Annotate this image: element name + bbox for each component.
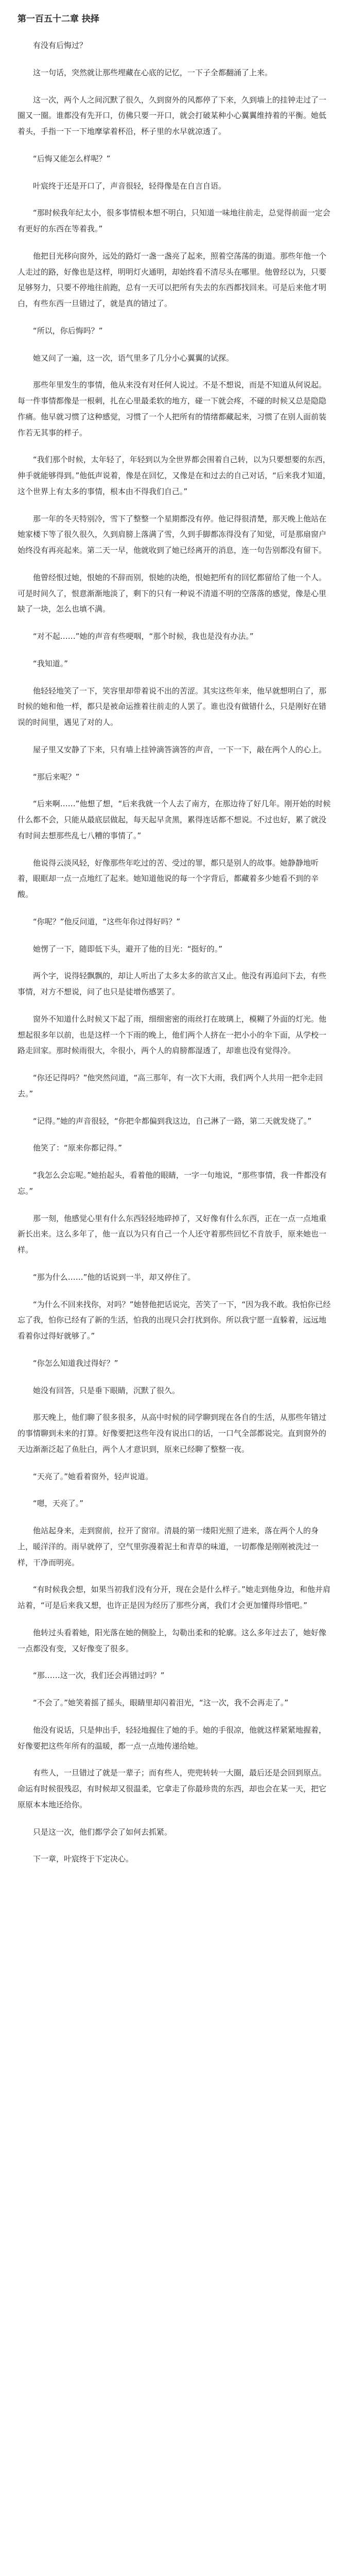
- paragraph: 有没有后悔过？: [33, 41, 87, 50]
- paragraph: 他说得云淡风轻，好像那些年吃过的苦、受过的罪，都只是别人的故事。她静静地听着，眼眶却一点一点地红了起来。她知道他说的每一个字背后，都藏着多少她看不到的辛酸。: [18, 858, 319, 900]
- paragraph: “那……这一次，我们还会再错过吗？”: [33, 1671, 165, 1681]
- paragraph: “后悔又能怎么样呢？”: [33, 154, 111, 163]
- paragraph: 他站起身来，走到窗前，拉开了窗帘。清晨的第一缕阳光照了进来，落在两个人的身上，暖洋洋的。雨早就停了，空气里弥漫着泥土和青草的味道，一切都像是刚刚被洗过一样，干净而明亮。: [18, 1526, 319, 1567]
- chapter-body: [18, 38, 332, 1867]
- paragraph: 下一章，叶宸终于下定决心。: [33, 1854, 134, 1864]
- paragraph: “我知道。”: [33, 658, 68, 668]
- paragraph: “后来啊……”他想了想，“后来我就一个人去了南方，在那边待了好几年。刚开始的时候什么都不会，只能从最底层做起，每天起早贪黑，累得连话都不想说。不过也好，累了就没有时间去想那些乱七八糟的事情了。”: [18, 799, 331, 840]
- paragraph: “我怎么会忘呢。”她抬起头，看着他的眼睛，一字一句地说，“那些事情，我一件都没有忘。”: [18, 1171, 327, 1196]
- paragraph: 她又问了一遍，这一次，语气里多了几分小心翼翼的试探。: [33, 353, 234, 363]
- paragraph: “那后来呢？”: [33, 772, 80, 782]
- paragraph: 他曾经恨过她，恨她的不辞而别，恨她的决绝，恨她把所有的回忆都留给了他一个人。可是时间久了，恨意渐渐地淡了，剩下的只有一种说不清道不明的空落落的感觉，像是心里缺了一块，怎么也填不满。: [18, 572, 327, 614]
- paragraph: 他没有说话，只是伸出手，轻轻地握住了她的手。她的手很凉，他就这样紧紧地握着，好像要把这些年所有的温暖，都一点一点地传递给她。: [18, 1725, 327, 1751]
- paragraph: 他轻轻地笑了一下，笑容里却带着说不出的苦涩。其实这些年来，他早就想明白了，那时候的她和他一样，都只是被命运推着往前走的人罢了。谁也没有做错什么，只是刚好在错误的时间里，遇见了对的人。: [18, 686, 327, 727]
- paragraph: “你呢？”他反问道，“这些年你过得好吗？”: [33, 917, 181, 926]
- paragraph: 这一次，两个人之间沉默了很久，久到窗外的风都停了下来，久到墙上的挂钟走过了一圈又一圈。谁都没有先开口，仿佛只要一开口，就会打破某种小心翼翼维持着的平衡。她低着头，手指一下一下地摩挲着杯沿，杯子里的水早就凉透了。: [18, 95, 327, 137]
- paragraph: 两个字，说得轻飘飘的，却让人听出了太多太多的欲言又止。他没有再追问下去，有些事情，对方不想说，问了也只是徒增伤感罢了。: [18, 971, 327, 997]
- paragraph: 只是这一次，他们都学会了如何去抓紧。: [33, 1827, 172, 1837]
- paragraph: 屋子里又安静了下来，只有墙上挂钟滴答滴答的声音，一下一下，敲在两个人的心上。: [33, 744, 327, 754]
- paragraph: “为什么不回来找你，对吗？”她替他把话说完，苦笑了一下，“因为我不敢。我怕你已经忘了我，怕你已经有了新的生活，怕我的出现只会打扰到你。所以我宁愿一直躲着，远远地看着你过得好就够了。”: [18, 1299, 331, 1341]
- paragraph: “有时候我会想，如果当初我们没有分开，现在会是什么样子。”她走到他身边，和他并肩站着，“可是后来我又想，也许正是因为经历了那些分离，我们才会更加懂得珍惜吧。”: [18, 1585, 331, 1611]
- paragraph: “不会了。”她笑着摇了摇头，眼睛里却闪着泪光，“这一次，我不会再走了。”: [33, 1698, 289, 1708]
- paragraph: “那为什么……”他的话说到一半，却又停住了。: [33, 1272, 196, 1282]
- paragraph: 她愣了一下，随即低下头，避开了他的目光：“挺好的。”: [33, 944, 223, 954]
- paragraph: “你怎么知道我过得好？”: [33, 1358, 118, 1368]
- paragraph: 他笑了：“原来你都记得。”: [33, 1143, 122, 1153]
- paragraph: 那一年的冬天特别冷，雪下了整整一个星期都没有停。他记得很清楚，那天晚上他站在她家楼下等了很久很久，久到肩膀上落满了雪，久到手脚都冻得没有了知觉，可是那扇窗户始终没有再亮起来。第二天一早，他就收到了她已经离开的消息，连一句告别都没有留下。: [18, 514, 327, 555]
- paragraph: 这一句话，突然就让那些埋藏在心底的记忆，一下子全都翻涌了上来。: [33, 67, 273, 77]
- paragraph: 那一刻，他感觉心里有什么东西轻轻地碎掉了，又好像有什么东西，正在一点一点地重新长出来。这么多年了，他一直以为只有自己一个人还守着那些回忆不肯放手，原来她也一样。: [18, 1213, 327, 1255]
- paragraph: 有些人，一旦错过了就是一辈子；而有些人，兜兜转转一大圈，最后还是会回到原点。命运有时候很残忍，有时候却又很温柔，它拿走了你最珍贵的东西，却也会在某一天，把它原原本本地还给你。: [18, 1768, 327, 1809]
- paragraph: “你还记得吗？”他突然问道，“高三那年，有一次下大雨，我们两个人共用一把伞走回去。”: [18, 1073, 323, 1098]
- paragraph: “天亮了。”她看着窗外，轻声说道。: [33, 1471, 153, 1481]
- paragraph: “我们那个时候，太年轻了，年轻到以为全世界都会围着自己转，以为只要想要的东西，伸手就能够得到。”他低声说着，像是在回忆，又像是在和过去的自己对话，“后来我才知道，这个世界上有太多的事情，根本由不得我们自己。”: [18, 455, 331, 496]
- paragraph: “那时候我年纪太小，很多事情根本想不明白，只知道一味地往前走，总觉得前面一定会有更好的东西在等着我。”: [18, 208, 330, 234]
- paragraph: 那些年里发生的事情，他从来没有对任何人说过。不是不想说，而是不知道从何说起。每一件事情都像是一根刺，扎在心里最柔软的地方，碰一下就会疼，不碰的时候又总是隐隐作痛。他早就习惯了这种感觉，习惯了一个人把所有的情绪都藏起来，习惯了在别人面前装作若无其事的样子。: [18, 380, 327, 437]
- paragraph: “所以，你后悔吗？”: [33, 326, 103, 335]
- paragraph: “记得。”她的声音很轻，“你把伞都偏到我这边，自己淋了一路，第二天就发烧了。”: [33, 1116, 312, 1126]
- paragraph: “嗯，天亮了。”: [33, 1499, 84, 1509]
- paragraph: 那天晚上，他们聊了很多很多，从高中时候的同学聊到现在各自的生活，从那些年错过的事情聊到未来的打算。好像要把这些年没有说出口的话，一口气全部都说完。直到窗外的天边渐渐泛起了鱼肚白，两个人才意识到，原来已经聊了整整一夜。: [18, 1413, 327, 1454]
- paragraph: 窗外不知道什么时候又下起了雨，细细密密的雨丝打在玻璃上，模糊了外面的灯光。他想起很多年以前，也是这样一个下雨的晚上，他们两个人挤在一把小小的伞下面，从学校一路走回家。那时候雨很大，伞很小，两个人的肩膀都湿透了，却谁也没有觉得冷。: [18, 1014, 327, 1056]
- paragraph: 他转过头看着她，阳光落在她的侧脸上，勾勒出柔和的轮廓。这么多年过去了，她好像一点都没有变，又好像变了很多。: [18, 1628, 327, 1653]
- paragraph: “对不起……”她的声音有些哽咽，“那个时候，我也是没有办法。”: [33, 632, 254, 641]
- paragraph: 她没有回答，只是垂下眼睛，沉默了很久。: [33, 1385, 180, 1395]
- chapter-title: 第一百五十二章 抉择: [18, 14, 99, 24]
- paragraph: 他把目光移向窗外，远处的路灯一盏一盏亮了起来，照着空荡荡的街道。那些年他一个人走过的路，好像也是这样，明明灯火通明，却始终看不清尽头在哪里。他曾经以为，只要足够努力，只要不停地往前跑，总有一天可以把所有失去的东西都找回来。可是后来他才明白，有些东西一旦错过了，就是真的错过了。: [18, 251, 327, 309]
- paragraph: 叶宸终于还是开口了，声音很轻，轻得像是在自言自语。: [33, 181, 226, 191]
